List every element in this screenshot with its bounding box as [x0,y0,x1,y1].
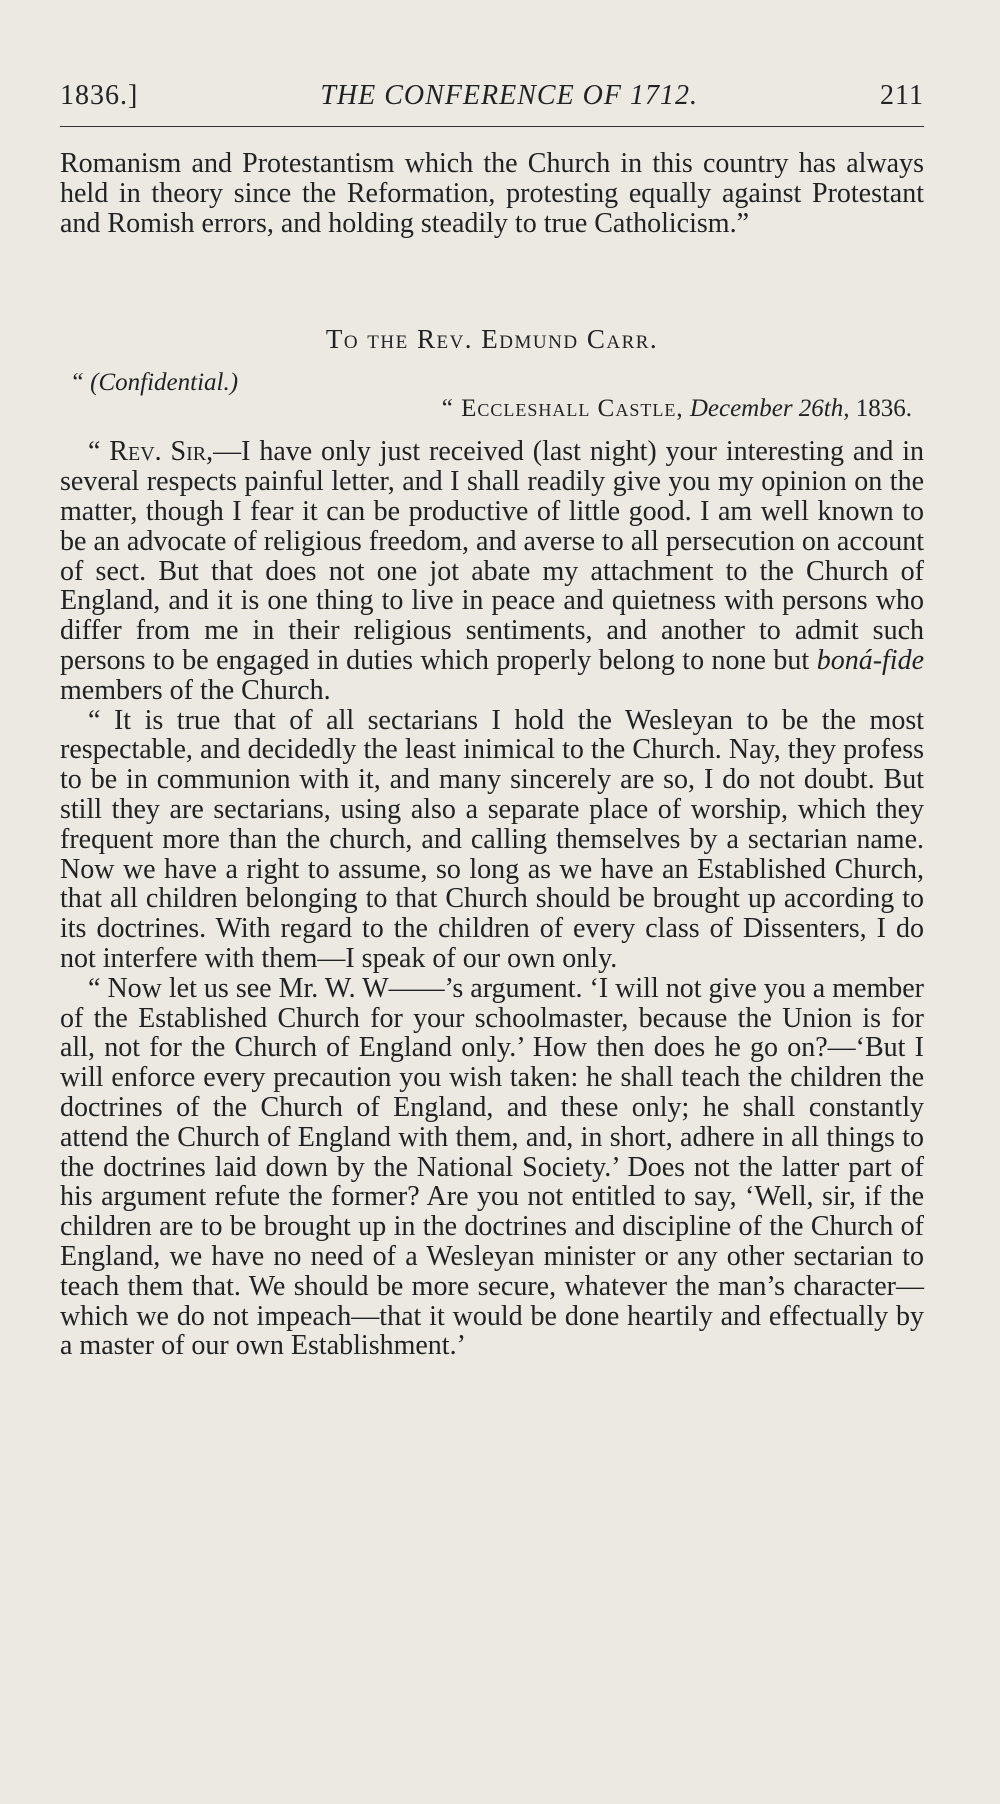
letter-paragraph-3: “ Now let us see Mr. W. W——’s argument. ‘I will not give you a member of the Established Church for your schoolmaster, because the Union is for all, not for the Church of England only.’ How then does he go on?—‘But I will enforce every precaution you wish taken: he shall teach the children the doctrines of the Church of England, and these only; he shall constantly attend the Church of England with them, and, in short, adhere in all things to the doctrines laid down by the National Society.’ Does not the latter part of his argument refute the former? Are you not entitled to say, ‘Well, sir, if the children are to be brought up in the doctrines and discipline of the Church of England, we have no need of a Wesleyan minister or any other sectarian to teach them that. We should be more secure, whatever the man’s character—which we do not impeach—that it would be done heartily and effectually by a master of our own Establishment.’ [60,972,924,1362]
italic-phrase: boná-fide [816,644,924,676]
letter-heading: To the Rev. Edmund Carr. [325,324,659,355]
dateline-date: December 26th, [689,395,850,423]
paragraph-1-end: members of the Church. [60,674,331,706]
confidential-note: “ (Confidential.) [70,369,239,397]
dateline [442,395,912,423]
header-title: THE CONFERENCE OF 1712. [320,80,699,111]
continuation-paragraph: Romanism and Protestantism which the Church in this country has always held in theory since the Reformation, protesting equally against Protestant and Romish errors, and holding steadily to true Catholicism.” [60,148,924,239]
letter-meta [60,365,924,431]
book-page [60,80,924,1361]
dateline-place: “ Eccleshall Castle, [441,395,684,423]
letter-paragraph-2: “ It is true that of all sectarians I hold the Wesleyan to be the most respectable, and decidedly the least inimical to the Church. Nay, they profess to be in communion with it, and many sincerely are so, I do not doubt. But still they are sectarians, using also a separate place of worship, which they frequent more than the church, and calling themselves by a sectarian name. Now we have a right to assume, so long as we have an Established Church, that all children belonging to that Church should be brought up according to its doctrines. With regard to the children of every class of Dissenters, I do not interfere with them—I speak of our own only. [60,704,924,974]
dateline-year: 1836. [855,395,912,423]
header-year: 1836.] [60,80,139,111]
running-header [60,80,924,127]
letter-paragraph-1 [60,437,924,705]
paragraph-1-text: —I have only just received (last night) your interesting and in several respects painful letter, and I shall readily give you my opinion on the matter, though I fear it can be productive of little good. I am well known to be an advocate of religious freedom, and averse to all persecution on account of sect. But that does not one jot abate my attachment to the Church of England, and it is one thing to live in peace and quietness with persons who differ from me in their religious sentiments, and another to admit such persons to be engaged in duties which properly belong to none but [60,436,924,676]
salutation: “ Rev. Sir, [88,436,214,468]
page-number: 211 [880,80,924,111]
